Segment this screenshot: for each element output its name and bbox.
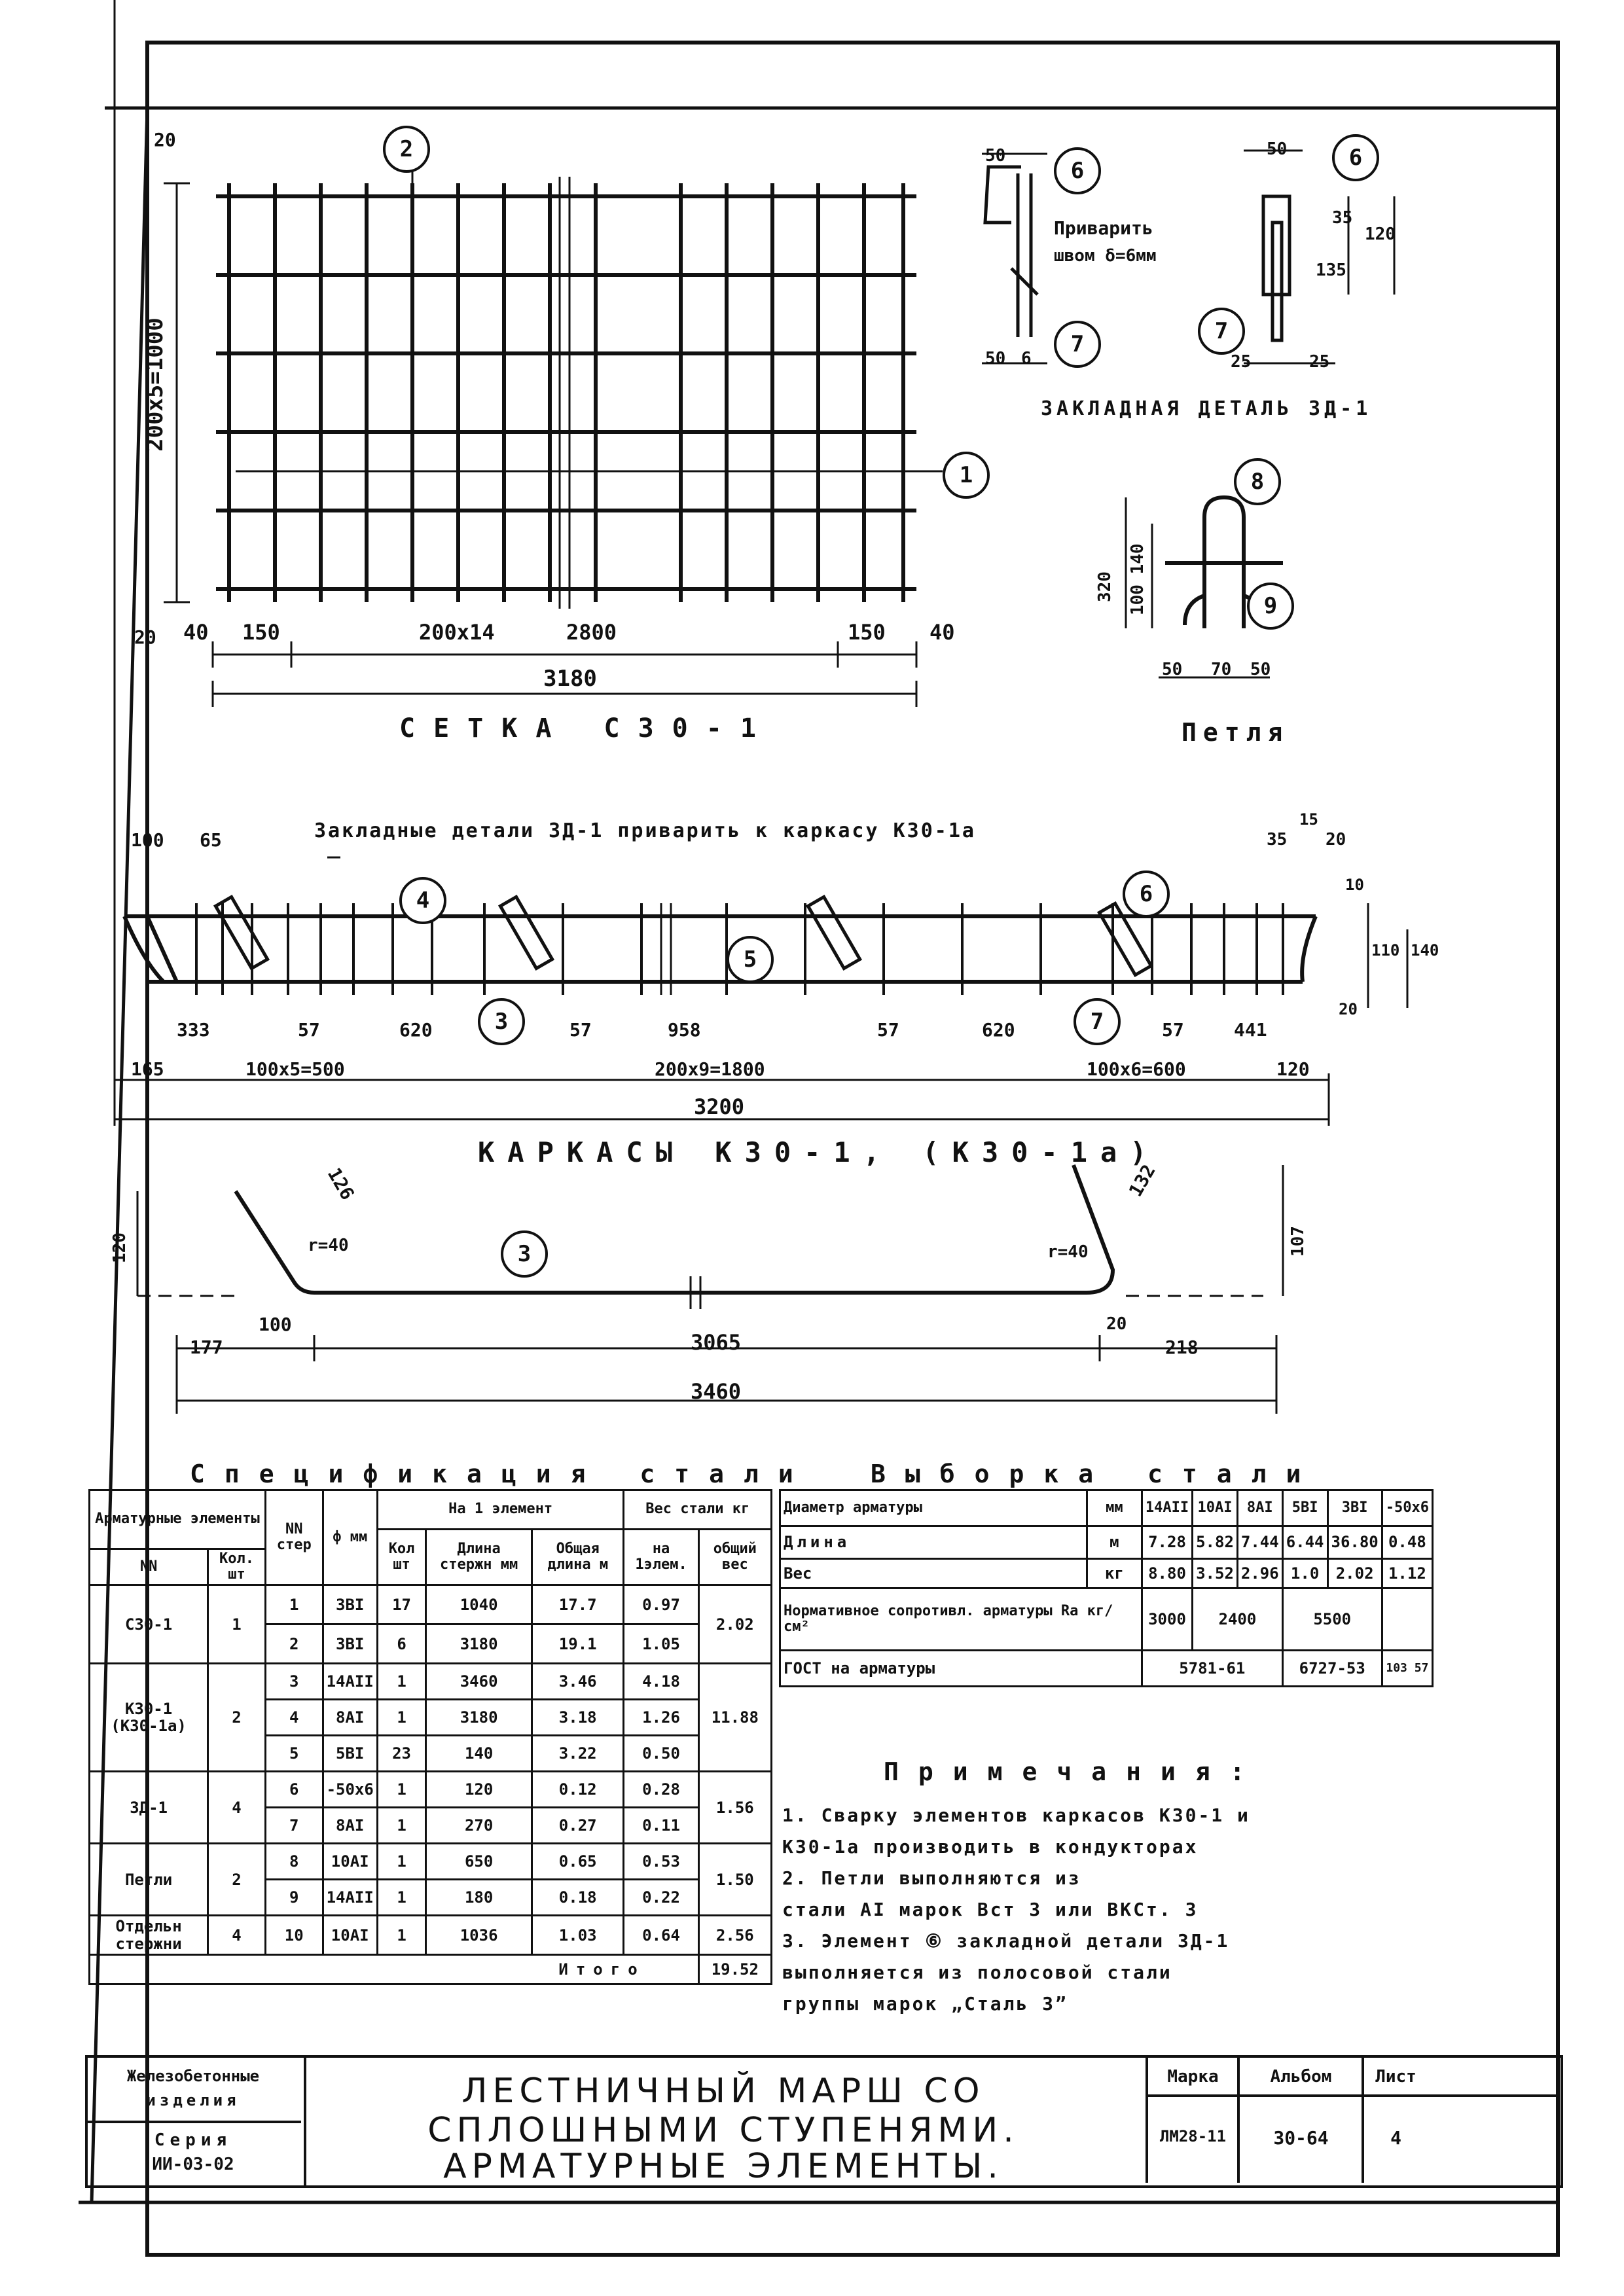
- spec-title: Спецификация стали: [190, 1460, 813, 1488]
- selection-title: Выборка стали: [871, 1460, 1321, 1488]
- spec-cell: 3ВI: [323, 1585, 377, 1624]
- spec-cell: 2.56: [698, 1916, 771, 1955]
- bar3-dim-100: 100: [259, 1314, 292, 1335]
- stamp-mark: ЛМ28-11: [1159, 2127, 1227, 2145]
- zd-weld-note-2: швом δ=6мм: [1054, 246, 1157, 266]
- spec-h-w-one: на 1элем.: [624, 1530, 698, 1585]
- zd-pos-6a: 6: [1054, 147, 1101, 194]
- spec-cell: 120: [426, 1772, 532, 1808]
- mesh-dim-middle: 200х14: [419, 620, 495, 645]
- frame-dim-100: 100: [131, 829, 164, 851]
- spec-cell: 1.03: [532, 1916, 624, 1955]
- frame-dim-35: 35: [1267, 830, 1288, 850]
- sel-cell: 36.80: [1327, 1526, 1382, 1559]
- zd-dim-35: 35: [1332, 208, 1353, 228]
- sel-u-w: кг: [1087, 1559, 1142, 1588]
- stamp-left-divider: [85, 2121, 301, 2123]
- sel-cell: 5.82: [1193, 1526, 1238, 1559]
- frame-dim-958: 958: [668, 1019, 701, 1041]
- spec-cell: 3ВI: [323, 1624, 377, 1664]
- frame-dim-165: 165: [131, 1058, 164, 1080]
- spec-cell: 5ВI: [323, 1736, 377, 1772]
- frame-title: КАРКАСЫ К30-1, (К30-1а): [478, 1136, 1160, 1168]
- frame-pos-5: 5: [727, 936, 774, 983]
- spec-el-k30a: (К30-1а): [111, 1717, 187, 1736]
- spec-cell: 270: [426, 1808, 532, 1844]
- loop-dim-320: 320: [1095, 571, 1115, 602]
- spec-cell: 10АI: [323, 1916, 377, 1955]
- spec-cell: 0.11: [624, 1808, 698, 1844]
- sel-cell: 3000: [1142, 1588, 1192, 1651]
- spec-cell: 0.50: [624, 1736, 698, 1772]
- sel-cell: 2400: [1193, 1588, 1283, 1651]
- note-line: К30-1а производить в кондукторах: [782, 1836, 1199, 1857]
- stamp-sheet: 4: [1390, 2127, 1401, 2149]
- spec-cell: -50х6: [323, 1772, 377, 1808]
- frame-pos-7: 7: [1074, 998, 1121, 1045]
- spec-cell: 1: [208, 1585, 266, 1664]
- zd-dim-6: 6: [1021, 349, 1032, 368]
- stamp-left-3: Серия: [154, 2130, 232, 2150]
- sel-h-w: Вес: [780, 1559, 1087, 1588]
- spec-cell: 0.27: [532, 1808, 624, 1844]
- spec-cell: 14АII: [323, 1664, 377, 1700]
- zd-dim-50a: 50: [985, 146, 1006, 166]
- spec-cell: 140: [426, 1736, 532, 1772]
- spec-cell: 1: [377, 1772, 425, 1808]
- spec-h-w-total: общий вес: [698, 1530, 771, 1585]
- frame-dim-20b: 20: [1339, 1000, 1358, 1018]
- spec-cell: Отдельн стержни: [90, 1916, 208, 1955]
- frame-header-note: Закладные детали ЗД-1 приварить к каркасу К30-1а: [314, 819, 976, 842]
- sel-cell: 5500: [1282, 1588, 1382, 1651]
- spec-cell: 650: [426, 1844, 532, 1880]
- zd-dim-120: 120: [1365, 224, 1396, 244]
- zd-pos-7b: 7: [1198, 308, 1245, 355]
- note-line: 2. Петли выполняются из: [782, 1867, 1081, 1889]
- spec-cell: 1: [265, 1585, 323, 1624]
- frame-dim-140: 140: [1411, 941, 1439, 960]
- spec-cell: 4: [208, 1916, 266, 1955]
- spec-cell: 1036: [426, 1916, 532, 1955]
- sel-cell: 3.52: [1193, 1559, 1238, 1588]
- sel-col: 10АI: [1193, 1490, 1238, 1526]
- bar3-pos: 3: [501, 1230, 548, 1278]
- note-line: стали АI марок Вст 3 или ВКСт. 3: [782, 1899, 1199, 1920]
- spec-cell: 17: [377, 1585, 425, 1624]
- frame-dim-57a: 57: [298, 1019, 320, 1041]
- frame-dim-200x9: 200х9=1800: [655, 1058, 765, 1080]
- spec-cell: 3.18: [532, 1700, 624, 1736]
- spec-h-total-len: Общая длина м: [532, 1530, 624, 1585]
- frame-dim-100x6: 100х6=600: [1087, 1058, 1186, 1080]
- sel-col: 5ВI: [1282, 1490, 1327, 1526]
- mesh-dim-vertical: 200х5=1000: [142, 317, 168, 452]
- spec-cell: 4: [265, 1700, 323, 1736]
- zd-pos-6b: 6: [1332, 134, 1379, 181]
- stamp-h-album: Альбом: [1270, 2067, 1332, 2087]
- sel-col: -50х6: [1382, 1490, 1432, 1526]
- note-line: группы марок „Сталь 3”: [782, 1993, 1068, 2015]
- bar3-r40-right: r=40: [1047, 1242, 1089, 1262]
- selection-table: [779, 1489, 1434, 1687]
- mesh-grid: [216, 177, 916, 609]
- spec-cell: 1: [377, 1664, 425, 1700]
- spec-cell: 2: [208, 1664, 266, 1772]
- bar3-dim-3460: 3460: [691, 1379, 742, 1404]
- bar3-dim-126: 126: [323, 1164, 359, 1204]
- sel-cell: 8.80: [1142, 1559, 1192, 1588]
- spec-cell: 3.46: [532, 1664, 624, 1700]
- stamp-divider-1: [1146, 2055, 1148, 2183]
- sel-cell: 7.44: [1237, 1526, 1282, 1559]
- spec-cell: 1: [377, 1808, 425, 1844]
- spec-cell: ЗД-1: [90, 1772, 208, 1844]
- spec-cell: С30-1: [90, 1585, 208, 1664]
- spec-h-weight: Вес стали кг: [624, 1490, 772, 1530]
- stamp-title-1: ЛЕСТНИЧНЫЙ МАРШ СО: [461, 2072, 985, 2111]
- stamp-divider-h: [1146, 2094, 1558, 2097]
- zd-dim-50b: 50: [1267, 139, 1288, 159]
- sel-cell: 7.28: [1142, 1526, 1192, 1559]
- frame-dim-620a: 620: [399, 1019, 433, 1041]
- spec-cell: 8: [265, 1844, 323, 1880]
- spec-cell: 1: [377, 1844, 425, 1880]
- spec-cell: 0.28: [624, 1772, 698, 1808]
- spec-cell: 10АI: [323, 1844, 377, 1880]
- spec-table: [88, 1489, 772, 1985]
- spec-cell: 0.18: [532, 1880, 624, 1916]
- note-line: 3. Элемент ⑥ закладной детали ЗД-1: [782, 1930, 1230, 1952]
- zd-dim-135: 135: [1316, 260, 1346, 280]
- stamp-h-mark: Марка: [1167, 2067, 1219, 2087]
- loop-dim-70: 70: [1211, 660, 1232, 679]
- spec-cell: 3180: [426, 1700, 532, 1736]
- frame-dim-20: 20: [1326, 830, 1346, 850]
- sel-h-len: Длина: [780, 1526, 1087, 1559]
- spec-cell: 8АI: [323, 1700, 377, 1736]
- spec-cell: 1.05: [624, 1624, 698, 1664]
- spec-cell: 1: [377, 1880, 425, 1916]
- sel-h-norm: Нормативное сопротивл. арматуры Ra кг/см²: [780, 1588, 1142, 1651]
- stamp-left-4: ИИ-03-02: [152, 2155, 234, 2174]
- zd-pos-7a: 7: [1054, 321, 1101, 368]
- spec-h-len: Длина стержн мм: [426, 1530, 532, 1585]
- spec-cell: 0.22: [624, 1880, 698, 1916]
- frame-dim-15: 15: [1299, 810, 1318, 829]
- spec-cell: 4.18: [624, 1664, 698, 1700]
- bar3-dim-218: 218: [1165, 1336, 1199, 1358]
- stamp-album: 30-64: [1273, 2127, 1329, 2149]
- sel-col: 3ВI: [1327, 1490, 1382, 1526]
- spec-cell: Петли: [90, 1844, 208, 1916]
- spec-cell: 19.1: [532, 1624, 624, 1664]
- frame-dim-57b: 57: [569, 1019, 592, 1041]
- spec-cell: 14АII: [323, 1880, 377, 1916]
- frame-pos-6: 6: [1123, 870, 1170, 918]
- spec-cell: 0.53: [624, 1844, 698, 1880]
- spec-cell: 3.22: [532, 1736, 624, 1772]
- sel-cell: 2.02: [1327, 1559, 1382, 1588]
- sel-u-dia: мм: [1087, 1490, 1142, 1526]
- sel-cell: 2.96: [1237, 1559, 1282, 1588]
- sel-h-dia: Диаметр арматуры: [780, 1490, 1087, 1526]
- spec-cell: 3: [265, 1664, 323, 1700]
- frame-dim-57d: 57: [1162, 1019, 1184, 1041]
- spec-cell: 3460: [426, 1664, 532, 1700]
- mesh-pos-2: 2: [383, 126, 430, 173]
- spec-cell: 7: [265, 1808, 323, 1844]
- spec-cell: 180: [426, 1880, 532, 1916]
- spec-total-value: 19.52: [698, 1955, 771, 1984]
- mesh-dim-v-top: 20: [154, 129, 176, 151]
- loop-dim-100-140: 100 140: [1128, 543, 1147, 615]
- sel-cell: 1.0: [1282, 1559, 1327, 1588]
- bar3-dim-120: 120: [110, 1232, 130, 1263]
- frame-dim-120: 120: [1276, 1058, 1310, 1080]
- spec-cell: 1.56: [698, 1772, 771, 1844]
- spec-total-label: Итого: [90, 1955, 699, 1984]
- sel-u-len: м: [1087, 1526, 1142, 1559]
- bar3-dim-3065: 3065: [691, 1330, 742, 1355]
- spec-h-bar-no: NN стер: [265, 1490, 323, 1585]
- mesh-title: СЕТКА С30-1: [399, 713, 774, 744]
- bar3-dim-107: 107: [1288, 1226, 1308, 1257]
- bar3-dim-177: 177: [190, 1336, 223, 1358]
- spec-h-per-elem: На 1 элемент: [377, 1490, 624, 1530]
- stamp-left-2: изделия: [146, 2091, 240, 2109]
- spec-cell: 5: [265, 1736, 323, 1772]
- spec-cell: 0.97: [624, 1585, 698, 1624]
- zd-dim-25a: 25: [1231, 352, 1252, 372]
- loop-pos-8: 8: [1234, 458, 1281, 505]
- frame-dim-65: 65: [200, 829, 222, 851]
- stamp-left-1: Железобетонные: [126, 2067, 260, 2085]
- spec-cell: 4: [208, 1772, 266, 1844]
- spec-cell: 17.7: [532, 1585, 624, 1624]
- sel-cell: 0.48: [1382, 1526, 1432, 1559]
- frame-dim-110: 110: [1371, 941, 1400, 960]
- frame-dim-100x5: 100х5=500: [245, 1058, 345, 1080]
- notes-list: [782, 1800, 1250, 2020]
- frame-dim-10: 10: [1345, 876, 1364, 894]
- spec-cell: 3180: [426, 1624, 532, 1664]
- mesh-pos-1: 1: [943, 452, 990, 499]
- stamp-divider-2: [1237, 2055, 1240, 2183]
- spec-h-qty: Кол. шт: [208, 1549, 266, 1585]
- note-line: выполняется из полосовой стали: [782, 1962, 1172, 1983]
- spec-cell: 1.26: [624, 1700, 698, 1736]
- stamp-h-sheet: Лист: [1375, 2067, 1416, 2087]
- spec-cell: 23: [377, 1736, 425, 1772]
- mesh-dim-2800: 2800: [566, 620, 617, 645]
- frame-dim-333: 333: [177, 1019, 210, 1041]
- spec-cell: 9: [265, 1880, 323, 1916]
- mesh-dim-left: 40: [183, 620, 209, 645]
- sel-col: 8АI: [1237, 1490, 1282, 1526]
- zd-title: ЗАКЛАДНАЯ ДЕТАЛЬ ЗД-1: [1041, 397, 1372, 420]
- spec-h-elements: Арматурные элементы: [90, 1490, 266, 1549]
- spec-cell: 1: [377, 1700, 425, 1736]
- loop-dim-50b: 50: [1250, 660, 1271, 679]
- stamp-title-3: АРМАТУРНЫЕ ЭЛЕМЕНТЫ.: [443, 2147, 1003, 2186]
- spec-h-nn: NN: [90, 1549, 208, 1585]
- spec-cell: 2.02: [698, 1585, 771, 1664]
- spec-cell: [90, 1664, 208, 1772]
- notes-title: Примечания:: [884, 1757, 1265, 1786]
- bar3-dim-132: 132: [1124, 1160, 1160, 1200]
- loop-dim-50a: 50: [1162, 660, 1183, 679]
- spec-cell: 8АI: [323, 1808, 377, 1844]
- frame-dim-441: 441: [1234, 1019, 1267, 1041]
- zd-dim-50c: 50: [985, 349, 1006, 368]
- sel-gost-b: 6727-53: [1282, 1651, 1382, 1687]
- spec-cell: 1040: [426, 1585, 532, 1624]
- sel-h-gost: ГОСТ на арматуры: [780, 1651, 1142, 1687]
- frame-dim-620b: 620: [982, 1019, 1015, 1041]
- spec-cell: 0.65: [532, 1844, 624, 1880]
- mesh-dim-right: 40: [929, 620, 955, 645]
- frame-pos-4: 4: [399, 877, 446, 924]
- mesh-dim-v-bottom: 20: [134, 626, 156, 648]
- spec-h-dia: ф мм: [323, 1490, 377, 1585]
- spec-cell: 10: [265, 1916, 323, 1955]
- frame-pos-3: 3: [478, 998, 525, 1045]
- spec-cell: 0.64: [624, 1916, 698, 1955]
- sel-cell: 1.12: [1382, 1559, 1432, 1588]
- spec-cell: 1.50: [698, 1844, 771, 1916]
- sel-gost-a: 5781-61: [1142, 1651, 1282, 1687]
- spec-cell: 11.88: [698, 1664, 771, 1772]
- spec-cell: 6: [377, 1624, 425, 1664]
- sel-col: 14АII: [1142, 1490, 1192, 1526]
- mesh-dim-total: 3180: [543, 666, 597, 692]
- mesh-dim-150-right: 150: [848, 620, 886, 645]
- spec-cell: 2: [265, 1624, 323, 1664]
- loop-pos-9: 9: [1247, 583, 1294, 630]
- mesh-dim-150-left: 150: [242, 620, 280, 645]
- spec-cell: 0.12: [532, 1772, 624, 1808]
- frame-dim-57c: 57: [877, 1019, 899, 1041]
- note-line: 1. Сварку элементов каркасов К30-1 и: [782, 1804, 1250, 1826]
- bar3-r40-left: r=40: [308, 1236, 349, 1255]
- sel-cell: [1382, 1588, 1432, 1651]
- spec-el-k30: К30-1: [124, 1699, 173, 1718]
- zd-weld-note-1: Приварить: [1054, 217, 1153, 239]
- frame-dim-3200: 3200: [694, 1094, 745, 1119]
- sel-gost-c: 103 57: [1382, 1651, 1432, 1687]
- sel-cell: 6.44: [1282, 1526, 1327, 1559]
- stamp-title-2: СПЛОШНЫМИ СТУПЕНЯМИ.: [427, 2111, 1019, 2150]
- spec-cell: 2: [208, 1844, 266, 1916]
- spec-h-count: Кол шт: [377, 1530, 425, 1585]
- stamp-divider-3: [1362, 2055, 1364, 2183]
- spec-cell: 1: [377, 1916, 425, 1955]
- spec-cell: 6: [265, 1772, 323, 1808]
- bar3-dim-20: 20: [1106, 1314, 1127, 1334]
- zd-dim-25b: 25: [1309, 352, 1330, 372]
- loop-title: Петля: [1182, 718, 1290, 747]
